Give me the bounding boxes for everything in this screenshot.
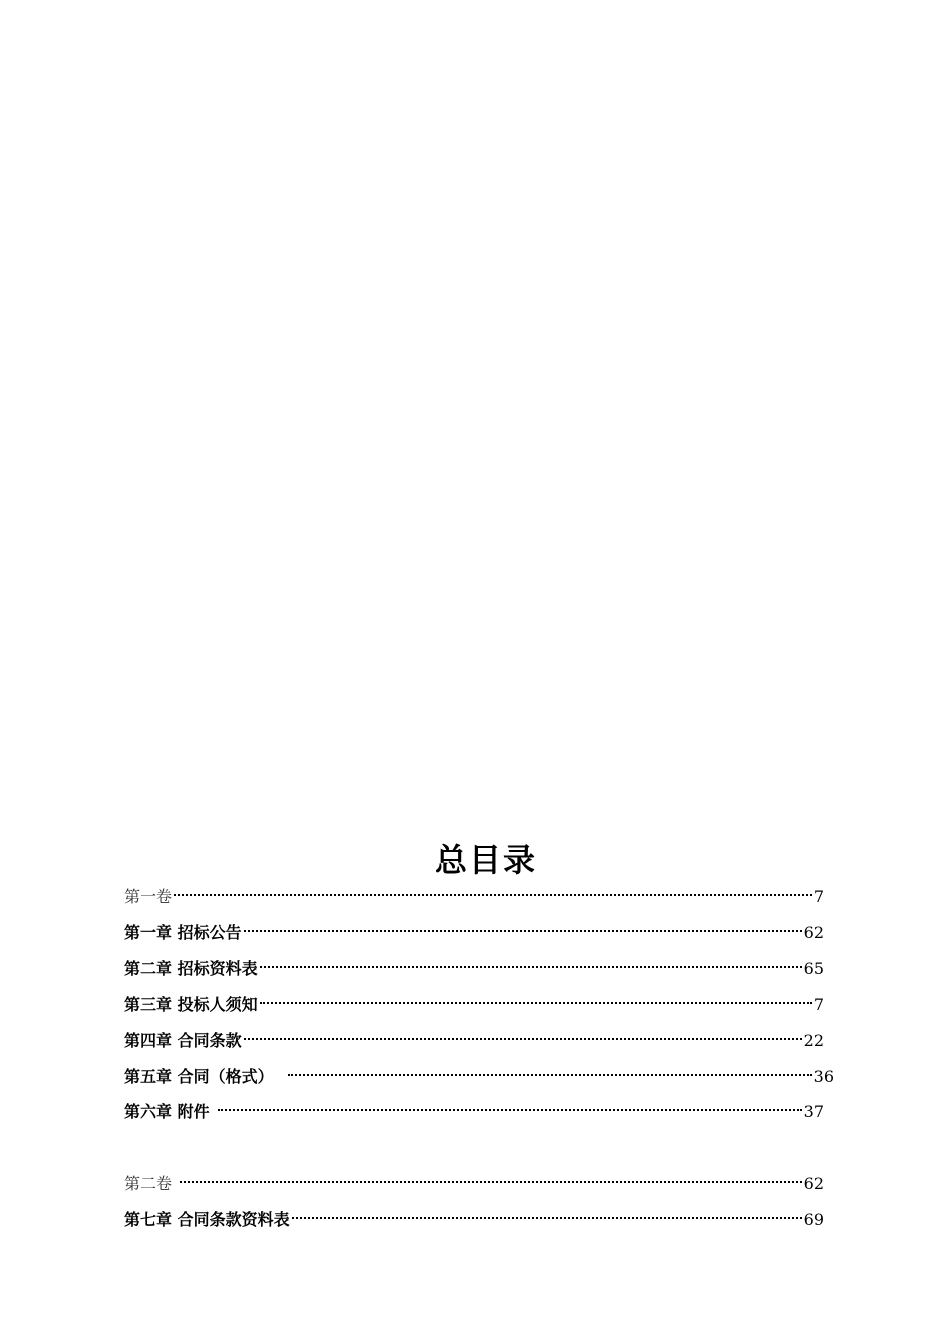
- toc-leader-dots: [288, 1074, 812, 1076]
- toc-entry-chapter-2[interactable]: [124, 957, 824, 981]
- toc-leader-dots: [244, 930, 802, 932]
- toc-entry-page: 36: [813, 1067, 834, 1086]
- toc-entry-page: 7: [813, 887, 824, 906]
- toc-entry-label: 第一章 招标公告: [124, 923, 242, 942]
- toc-entry-chapter-1[interactable]: [124, 921, 824, 945]
- toc-entry-label: 第五章 合同（格式）: [124, 1067, 274, 1086]
- toc-entry-page: 62: [803, 923, 824, 942]
- toc-leader-dots: [260, 1002, 812, 1004]
- toc-entry-label: 第二卷: [124, 1174, 173, 1193]
- toc-entry-volume-1[interactable]: [124, 885, 824, 909]
- toc-entry-page: 65: [803, 959, 824, 978]
- toc-entry-chapter-4[interactable]: [124, 1029, 824, 1053]
- toc-entry-chapter-7[interactable]: [124, 1208, 824, 1232]
- page-title: 总目录: [434, 841, 537, 879]
- toc-leader-dots: [218, 1109, 802, 1111]
- toc-entry-page: 22: [803, 1031, 824, 1050]
- toc-leader-dots: [260, 966, 802, 968]
- toc-entry-chapter-6[interactable]: [124, 1100, 824, 1124]
- toc-entry-label: 第七章 合同条款资料表: [124, 1210, 290, 1229]
- toc-entry-label: 第六章 附件: [124, 1102, 210, 1121]
- toc-entry-page: 69: [803, 1210, 824, 1229]
- toc-entry-chapter-5[interactable]: [124, 1065, 834, 1089]
- toc-entry-label: 第二章 招标资料表: [124, 959, 258, 978]
- toc-entry-page: 62: [803, 1174, 824, 1193]
- toc-entry-label: 第一卷: [124, 887, 173, 906]
- toc-entry-label: 第三章 投标人须知: [124, 995, 258, 1014]
- toc-leader-dots: [180, 1181, 802, 1183]
- toc-entry-page: 7: [813, 995, 824, 1014]
- toc-leader-dots: [292, 1217, 802, 1219]
- toc-leader-dots: [174, 894, 812, 896]
- toc-entry-volume-2[interactable]: [124, 1172, 824, 1196]
- toc-leader-dots: [244, 1038, 802, 1040]
- toc-entry-chapter-3[interactable]: [124, 993, 824, 1017]
- toc-entry-label: 第四章 合同条款: [124, 1031, 242, 1050]
- toc-entry-page: 37: [803, 1102, 824, 1121]
